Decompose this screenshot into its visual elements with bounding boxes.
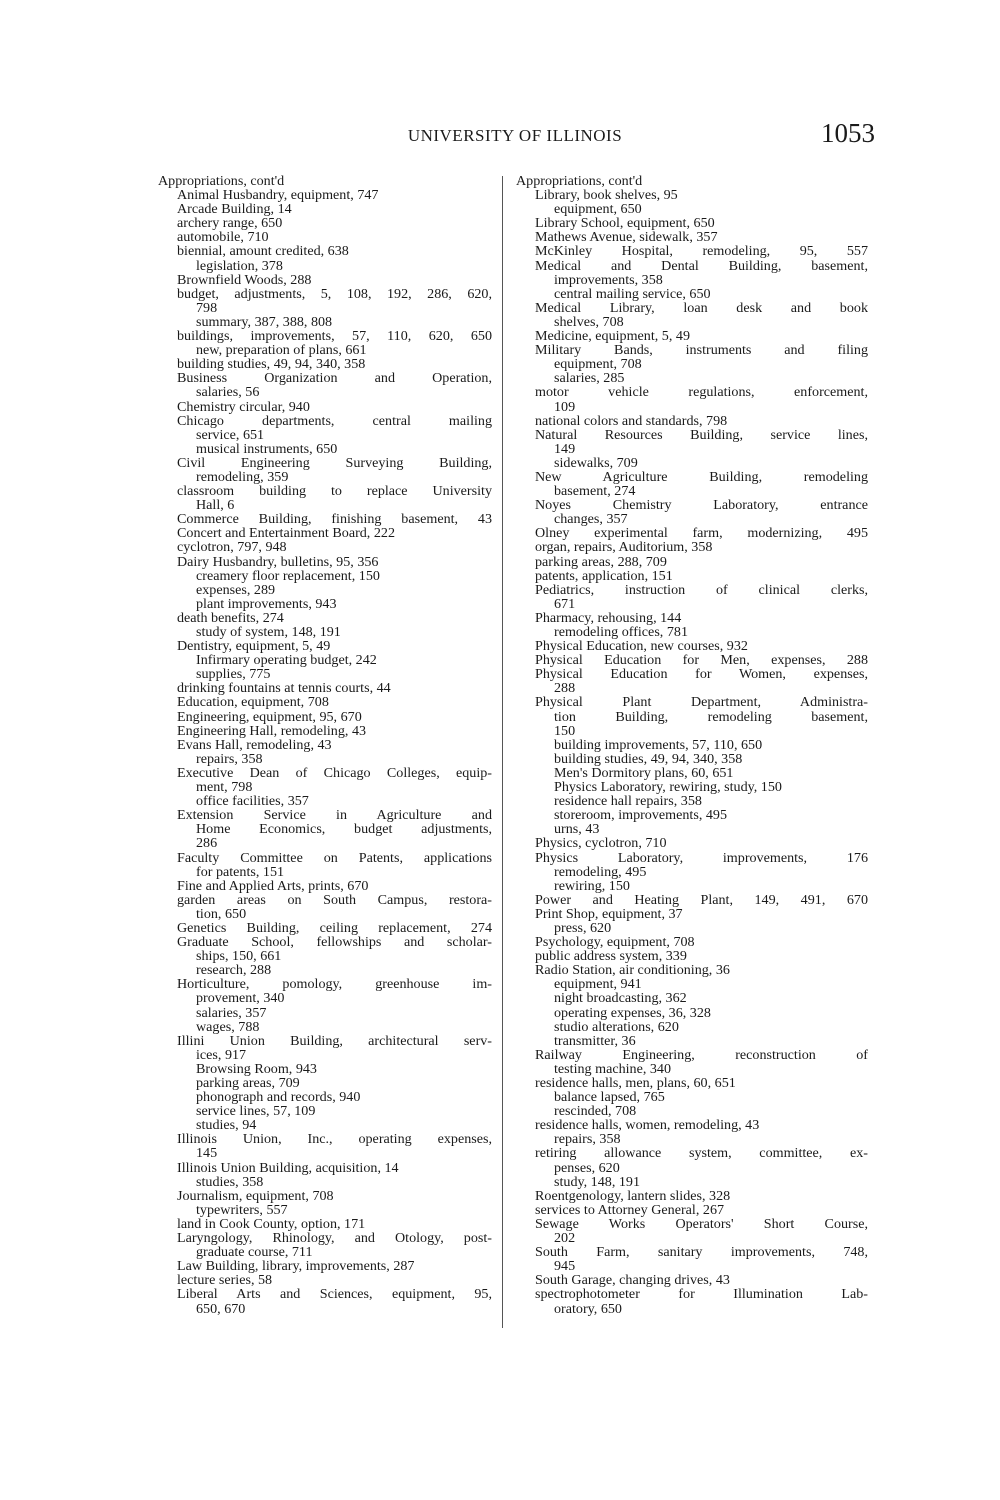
index-subentry: 149 [554, 441, 576, 456]
index-subentry: rewiring, 150 [554, 878, 630, 893]
index-subentry: salaries, 285 [554, 371, 625, 386]
index-entry: automobile, 710 [177, 230, 269, 245]
index-subentry: oratory, 650 [554, 1301, 622, 1316]
index-subentry: equipment, 650 [554, 202, 642, 217]
index-entry: Dentistry, equipment, 5, 49 [177, 639, 331, 654]
index-subentry: changes, 357 [554, 512, 628, 527]
index-subentry: remodeling, 495 [554, 864, 647, 879]
index-entry: cyclotron, 797, 948 [177, 540, 287, 555]
index-subentry: legislation, 378 [196, 258, 283, 273]
index-entry: Mathews Avenue, sidewalk, 357 [535, 230, 718, 245]
index-subentry: 145 [196, 1146, 218, 1161]
index-entry: spectrophotometer for Illumination Lab- [535, 1287, 868, 1302]
index-entry: residence halls, men, plans, 60, 651 [535, 1076, 736, 1091]
index-subentry: shelves, 708 [554, 314, 624, 330]
index-subentry: graduate course, 711 [196, 1245, 313, 1260]
index-subentry: balance lapsed, 765 [554, 1090, 665, 1105]
index-heading: Appropriations, cont'd [158, 174, 285, 189]
index-subentry: penses, 620 [554, 1160, 620, 1175]
index-subentry: remodeling offices, 781 [554, 625, 688, 640]
index-subentry: studio alterations, 620 [554, 1019, 679, 1034]
index-entry: drinking fountains at tennis courts, 44 [177, 681, 391, 696]
index-entry: Laryngology, Rhinology, and Otology, post- [177, 1231, 492, 1246]
index-entry: Liberal Arts and Sciences, equipment, 95, [177, 1287, 492, 1302]
index-entry: biennial, amount credited, 638 [177, 244, 349, 259]
index-subentry: 202 [554, 1231, 576, 1246]
index-subentry: service, 651 [196, 427, 265, 442]
index-entry: Arcade Building, 14 [177, 202, 292, 217]
index-subentry: new, preparation of plans, 661 [196, 343, 367, 358]
index-entry: Brownfield Woods, 288 [177, 272, 312, 287]
index-entry: Natural Resources Building, service lines, [535, 427, 868, 442]
index-subentry: building improvements, 57, 110, 650 [554, 737, 763, 752]
index-entry: lecture series, 58 [177, 1273, 273, 1288]
index-entry: motor vehicle regulations, enforcement, [535, 385, 868, 400]
index-entry: national colors and standards, 798 [535, 413, 728, 428]
index-entry: Pediatrics, instruction of clinical clerks, [535, 582, 868, 597]
index-subentry: transmitter, 36 [554, 1033, 636, 1048]
index-entry: Animal Husbandry, equipment, 747 [177, 188, 379, 203]
index-entry: New Agriculture Building, remodeling [535, 469, 868, 485]
index-subentry: Home Economics, budget adjustments, [196, 822, 492, 837]
index-subentry: equipment, 708 [554, 357, 642, 372]
index-subentry: 798 [196, 300, 218, 315]
index-entry: Engineering, equipment, 95, 670 [177, 709, 362, 724]
index-entry: budget, adjustments, 5, 108, 192, 286, 620, [177, 286, 492, 301]
index-subentry: service lines, 57, 109 [196, 1104, 316, 1119]
index-entry: Physical Education, new courses, 932 [535, 639, 748, 654]
index-entry: Olney experimental farm, modernizing, 495 [535, 526, 868, 541]
index-entry: classroom building to replace University [177, 484, 492, 499]
index-entry: Faculty Committee on Patents, applications [177, 850, 492, 865]
index-entry: Civil Engineering Surveying Building, [177, 455, 492, 470]
index-subentry: typewriters, 557 [196, 1202, 288, 1217]
index-entry: Extension Service in Agriculture and [177, 808, 492, 823]
index-entry: Physics, cyclotron, 710 [535, 836, 667, 851]
running-head: UNIVERSITY OF ILLINOIS [407, 126, 623, 145]
index-entry: Education, equipment, 708 [177, 695, 329, 710]
index-entry: parking areas, 288, 709 [535, 554, 667, 569]
index-subentry: 150 [554, 723, 576, 738]
column-divider [502, 176, 503, 1328]
index-subentry: ment, 798 [196, 780, 253, 795]
index-subentry: musical instruments, 650 [196, 441, 338, 456]
index-subentry: studies, 358 [196, 1174, 264, 1189]
index-subentry: 671 [554, 596, 576, 611]
index-entry: Business Organization and Operation, [177, 371, 492, 386]
index-entry: Horticulture, pomology, greenhouse im- [177, 977, 492, 992]
index-subentry: expenses, 289 [196, 582, 276, 597]
index-entry: Physical Education for Men, expenses, 288 [535, 653, 868, 668]
index-entry: services to Attorney General, 267 [535, 1202, 725, 1217]
index-subentry: ices, 917 [196, 1047, 247, 1062]
index-subentry: improvements, 358 [554, 272, 663, 287]
index-subentry: building studies, 49, 94, 340, 358 [554, 751, 743, 766]
index-subentry: study, 148, 191 [554, 1174, 641, 1189]
index-subentry: summary, 387, 388, 808 [196, 314, 333, 330]
index-entry: McKinley Hospital, remodeling, 95, 557 [535, 244, 868, 259]
index-subentry: plant improvements, 943 [196, 596, 337, 611]
index-subentry: Physics Laboratory, rewiring, study, 150 [554, 780, 782, 795]
index-subentry: Men's Dormitory plans, 60, 651 [554, 765, 734, 781]
index-entry: Library School, equipment, 650 [535, 216, 715, 231]
index-subentry: tion, 650 [196, 906, 247, 921]
index-subentry: operating expenses, 36, 328 [554, 1005, 711, 1020]
index-subentry: phonograph and records, 940 [196, 1090, 361, 1105]
index-subentry: salaries, 357 [196, 1005, 267, 1020]
index-subentry: repairs, 358 [196, 751, 263, 766]
index-subentry: remodeling, 359 [196, 469, 289, 485]
index-subentry: office facilities, 357 [196, 794, 309, 809]
index-subentry: testing machine, 340 [554, 1061, 672, 1076]
index-entry: Journalism, equipment, 708 [177, 1188, 334, 1203]
index-entry: Radio Station, air conditioning, 36 [535, 963, 730, 978]
index-entry: Library, book shelves, 95 [535, 188, 678, 203]
index-subentry: 288 [554, 681, 576, 696]
index-entry: South Farm, sanitary improvements, 748, [535, 1245, 868, 1260]
index-subentry: rescinded, 708 [554, 1104, 637, 1119]
index-entry: Medical and Dental Building, basement, [535, 258, 868, 273]
index-subentry: residence hall repairs, 358 [554, 794, 702, 809]
index-entry: Illinois Union, Inc., operating expenses, [177, 1132, 492, 1147]
index-subentry: repairs, 358 [554, 1132, 621, 1147]
index-entry: Genetics Building, ceiling replacement, 274 [177, 920, 492, 936]
index-subentry: sidewalks, 709 [554, 455, 638, 470]
index-subentry: Infirmary operating budget, 242 [196, 653, 377, 668]
index-column-left [158, 174, 492, 1316]
index-entry: garden areas on South Campus, restora- [177, 892, 492, 907]
index-entry: Railway Engineering, reconstruction of [535, 1047, 868, 1062]
index-entry: South Garage, changing drives, 43 [535, 1273, 730, 1288]
index-subentry: 286 [196, 836, 218, 851]
index-entry: Physics Laboratory, improvements, 176 [535, 850, 868, 865]
index-subentry: tion Building, remodeling basement, [554, 709, 868, 724]
index-column-right [516, 174, 868, 1316]
index-subentry: night broadcasting, 362 [554, 991, 687, 1006]
index-entry: Engineering Hall, remodeling, 43 [177, 723, 367, 738]
index-subentry: 945 [554, 1259, 576, 1274]
index-subentry: provement, 340 [196, 991, 285, 1006]
index-subentry: Hall, 6 [196, 498, 235, 513]
index-entry: Medicine, equipment, 5, 49 [535, 329, 690, 344]
index-entry: residence halls, women, remodeling, 43 [535, 1118, 760, 1133]
index-entry: building studies, 49, 94, 340, 358 [177, 357, 366, 372]
page-header [155, 118, 875, 158]
index-entry: Physical Education for Women, expenses, [535, 667, 868, 682]
index-entry: Illini Union Building, architectural serv- [177, 1033, 492, 1048]
index-entry: land in Cook County, option, 171 [177, 1216, 366, 1232]
index-entry: death benefits, 274 [177, 610, 284, 625]
index-entry: organ, repairs, Auditorium, 358 [535, 540, 713, 555]
index-subentry: parking areas, 709 [196, 1076, 300, 1091]
index-entry: buildings, improvements, 57, 110, 620, 650 [177, 329, 492, 344]
page-number: 1053 [821, 118, 875, 148]
index-subentry: creamery floor replacement, 150 [196, 568, 380, 583]
index-heading: Appropriations, cont'd [516, 174, 643, 189]
index-entry: Military Bands, instruments and filing [535, 343, 868, 358]
index-entry: Executive Dean of Chicago Colleges, equip- [177, 765, 492, 781]
index-entry: Print Shop, equipment, 37 [535, 906, 683, 921]
index-subentry: supplies, 775 [196, 667, 271, 682]
index-subentry: wages, 788 [196, 1019, 260, 1034]
index-subentry: central mailing service, 650 [554, 286, 711, 301]
index-entry: Sewage Works Operators' Short Course, [535, 1216, 868, 1232]
index-subentry: basement, 274 [554, 484, 636, 499]
index-subentry: salaries, 56 [196, 385, 260, 400]
index-entry: Power and Heating Plant, 149, 491, 670 [535, 892, 868, 907]
index-entry: Pharmacy, rehousing, 144 [535, 610, 682, 625]
index-subentry: 650, 670 [196, 1301, 246, 1316]
index-entry: Evans Hall, remodeling, 43 [177, 737, 332, 752]
index-entry: Physical Plant Department, Administra- [535, 695, 868, 710]
index-entry: Fine and Applied Arts, prints, 670 [177, 878, 369, 893]
index-subentry: 109 [554, 399, 576, 414]
index-subentry: research, 288 [196, 963, 272, 978]
index-entry: retiring allowance system, committee, ex- [535, 1146, 868, 1161]
index-subentry: Browsing Room, 943 [196, 1061, 317, 1076]
index-subentry: equipment, 941 [554, 977, 642, 992]
index-subentry: study of system, 148, 191 [196, 625, 341, 640]
index-subentry: storeroom, improvements, 495 [554, 808, 728, 823]
index-entry: public address system, 339 [535, 949, 687, 964]
index-subentry: press, 620 [554, 920, 612, 936]
index-subentry: studies, 94 [196, 1118, 257, 1133]
index-entry: archery range, 650 [177, 216, 283, 231]
index-entry: Psychology, equipment, 708 [535, 935, 695, 950]
index-entry: Dairy Husbandry, bulletins, 95, 356 [177, 554, 379, 569]
index-entry: Concert and Entertainment Board, 222 [177, 526, 395, 541]
index-subentry: for patents, 151 [196, 864, 285, 879]
index-entry: Noyes Chemistry Laboratory, entrance [535, 498, 868, 513]
index-entry: Illinois Union Building, acquisition, 14 [177, 1160, 399, 1175]
index-entry: Law Building, library, improvements, 287 [177, 1259, 415, 1274]
index-entry: Chemistry circular, 940 [177, 399, 310, 414]
index-entry: Chicago departments, central mailing [177, 413, 492, 428]
index-entry: Graduate School, fellowships and scholar- [177, 935, 492, 950]
index-entry: Commerce Building, finishing basement, 43 [177, 512, 492, 527]
index-entry: patents, application, 151 [535, 568, 673, 583]
index-subentry: ships, 150, 661 [196, 949, 282, 964]
index-entry: Medical Library, loan desk and book [535, 300, 868, 315]
index-subentry: urns, 43 [554, 822, 600, 837]
index-entry: Roentgenology, lantern slides, 328 [535, 1188, 731, 1203]
